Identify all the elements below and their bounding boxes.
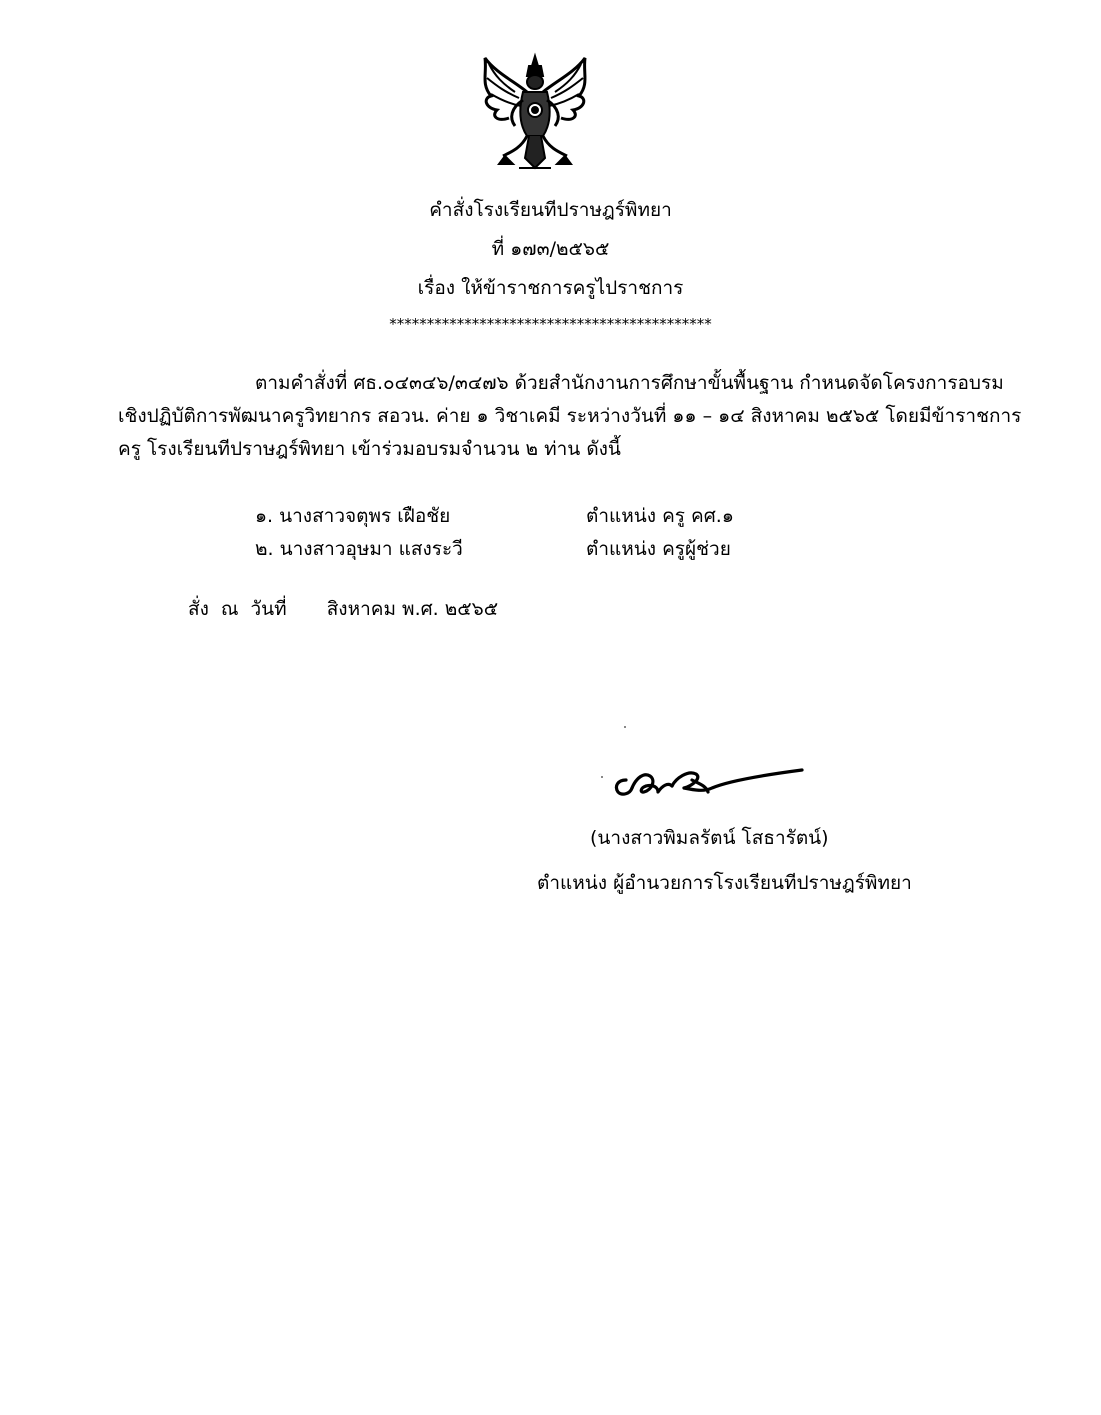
person-name-1: ๑. นางสาวจตุพร เฝือชัย — [255, 505, 451, 527]
person-name-2: ๒. นางสาวอุษมา แสงระวี — [255, 538, 463, 560]
signer-name: (นางสาวพิมลรัตน์ โสธารัตน์) — [590, 827, 829, 849]
person-position-1: ตำแหน่ง ครู คศ.๑ — [586, 505, 734, 527]
document-subject: เรื่อง ให้ข้าราชการครูไปราชการ — [417, 277, 684, 299]
signer-position: ตำแหน่ง ผู้อำนวยการโรงเรียนทีปราษฎร์พิทยา — [537, 872, 912, 894]
scan-speck — [624, 726, 626, 728]
separator-line: ******************************************* — [389, 315, 712, 333]
handwritten-signature — [596, 752, 811, 812]
order-date-value: สิงหาคม พ.ศ. ๒๕๖๕ — [326, 598, 499, 620]
order-date-label: วันที่ — [250, 598, 287, 620]
document-title: คำสั่งโรงเรียนทีปราษฎร์พิทยา — [429, 199, 672, 221]
person-position-2: ตำแหน่ง ครูผู้ช่วย — [586, 538, 731, 560]
order-word: สั่ง — [188, 598, 209, 620]
order-date-line — [188, 597, 498, 621]
body-paragraph-line-3: ครู โรงเรียนทีปราษฎร์พิทยา เข้าร่วมอบรมจำนวน ๒ ท่าน ดังนี้ — [118, 438, 621, 460]
body-paragraph-line-2: เชิงปฏิบัติการพัฒนาครูวิทยากร สอวน. ค่าย ๑ วิชาเคมี ระหว่างวันที่ ๑๑ – ๑๔ สิงหาคม ๒๕๖๕ โดยมีข้าราชการ — [118, 405, 1022, 427]
body-paragraph-line-1: ตามคำสั่งที่ ศธ.๐๔๓๔๖/๓๔๗๖ ด้วยสำนักงานการศึกษาขั้นพื้นฐาน กำหนดจัดโครงการอบรม — [255, 372, 1004, 394]
garuda-emblem-icon — [475, 52, 595, 174]
order-at-word: ณ — [220, 598, 239, 620]
document-number: ที่ ๑๗๓/๒๕๖๕ — [491, 238, 610, 260]
